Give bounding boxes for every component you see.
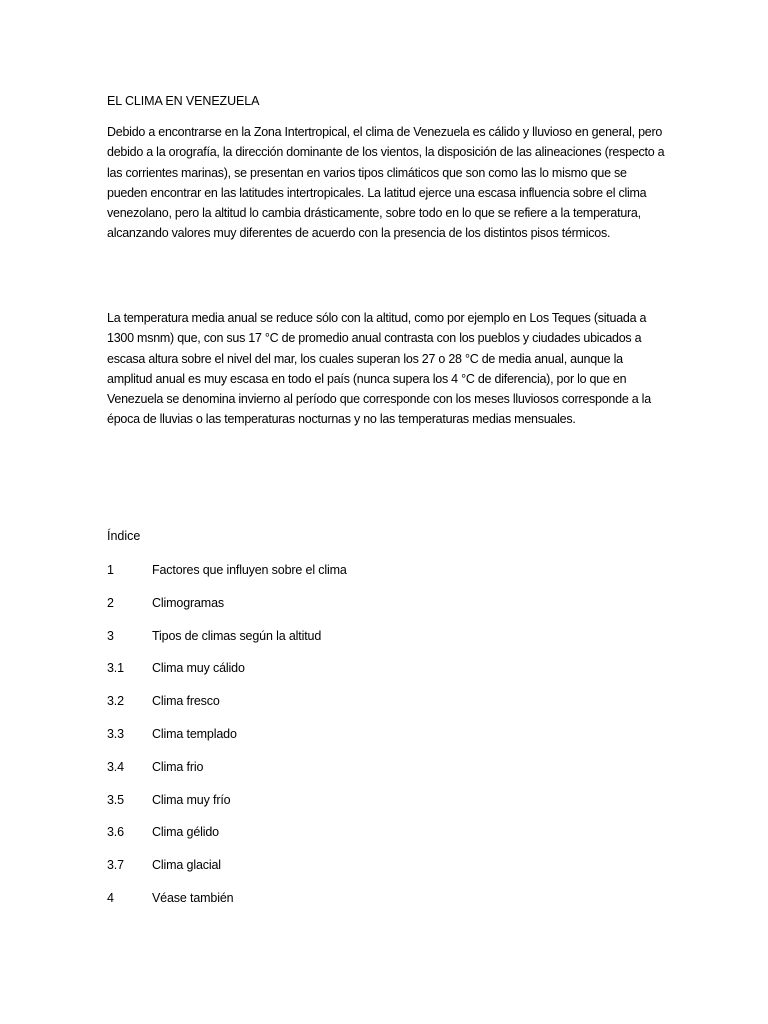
paragraph-intro: Debido a encontrarse en la Zona Intertropical, el clima de Venezuela es cálido y lluvioso en general, pero debido a la orografía, la dirección dominante de los vientos, la disposición de las alineaciones (respecto a las corrientes marinas), se presentan en varios tipos climáticos que son como las lo mismo que se pueden encontrar en las latitudes intertropicales. La latitud ejerce una escasa influencia sobre el clima venezolano, pero la altitud lo cambia drásticamente, sobre todo en lo que se refiere a la temperatura, alcanzando valores muy diferentes de acuerdo con la presencia de los distintos pisos térmicos.	[107, 125, 665, 241]
index-item-number: 3.2	[107, 694, 124, 709]
index-item-number: 1	[107, 563, 114, 577]
index-list	[107, 562, 607, 923]
index-item	[107, 792, 607, 825]
index-item-label: Véase también	[152, 890, 234, 905]
index-item-label: Clima muy frío	[152, 792, 231, 807]
index-item-number: 3.7	[107, 858, 124, 873]
index-heading: Índice	[107, 529, 141, 543]
index-item	[107, 693, 607, 726]
index-item-number: 3.1	[107, 661, 124, 676]
index-item	[107, 726, 607, 759]
index-item-label: Factores que influyen sobre el clima	[152, 563, 347, 577]
index-item	[107, 890, 607, 923]
index-item-label: Tipos de climas según la altitud	[152, 628, 322, 643]
index-item-label: Clima templado	[152, 726, 237, 741]
index-item-number: 3.6	[107, 825, 124, 840]
index-item-label: Clima gélido	[152, 825, 219, 840]
index-item	[107, 857, 607, 890]
index-item	[107, 595, 607, 628]
index-item-number: 3	[107, 628, 114, 643]
index-item-number: 2	[107, 595, 114, 610]
index-item	[107, 824, 607, 857]
document-title: EL CLIMA EN VENEZUELA	[107, 94, 260, 108]
index-item-number: 3.3	[107, 726, 124, 741]
paragraph-temperature: La temperatura media anual se reduce sólo con la altitud, como por ejemplo en Los Teques (situada a 1300 msnm) que, con sus 17 °C de promedio anual contrasta con los pueblos y ciudades ubicados a escasa altura sobre el nivel del mar, los cuales superan los 27 o 28 °C de media anual, aunque la amplitud anual es muy escasa en todo el país (nunca supera los 4 °C de diferencia), por lo que en Venezuela se denomina invierno al período que corresponde con los meses lluviosos corresponde a la época de lluvias o las temperaturas nocturnas y no las temperaturas medias mensuales.	[107, 311, 651, 427]
index-item	[107, 628, 607, 661]
index-item-label: Clima frio	[152, 759, 204, 774]
index-item-number: 4	[107, 890, 114, 905]
index-item-number: 3.5	[107, 792, 124, 807]
index-item-label: Clima muy cálido	[152, 661, 245, 676]
index-item	[107, 660, 607, 693]
index-item-number: 3.4	[107, 759, 124, 774]
index-item	[107, 562, 607, 595]
index-item-label: Climogramas	[152, 595, 224, 610]
index-item-label: Clima fresco	[152, 694, 220, 709]
index-item	[107, 759, 607, 792]
index-item-label: Clima glacial	[152, 858, 221, 873]
